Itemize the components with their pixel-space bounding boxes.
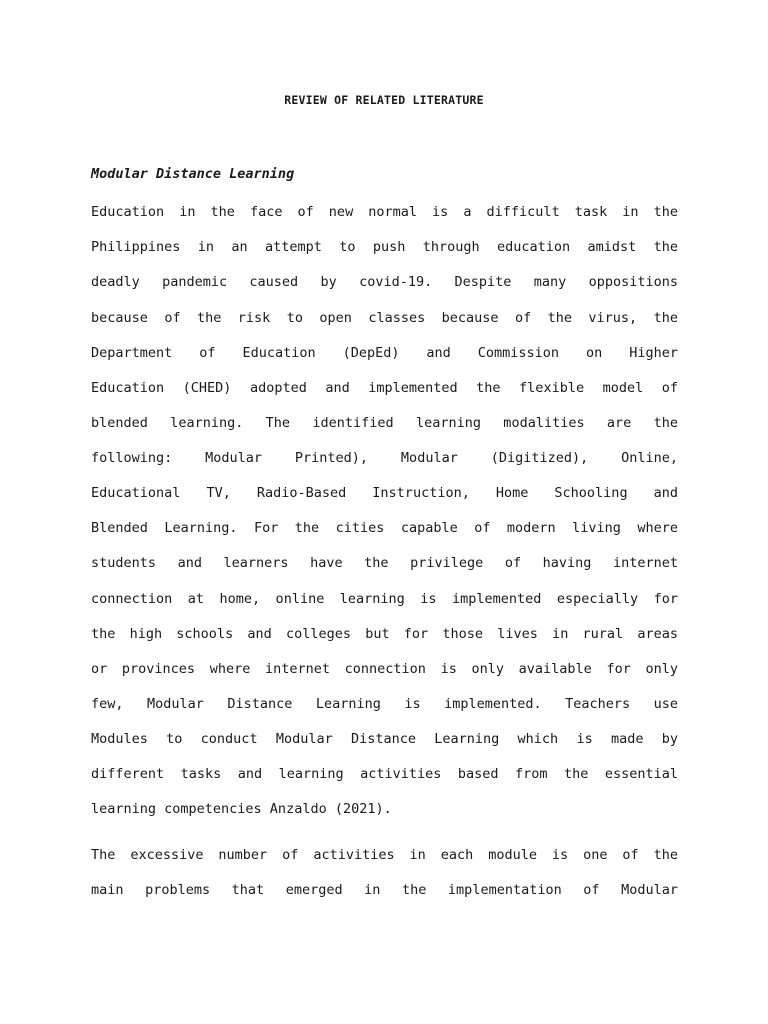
paragraph-line: blended learning. The identified learning modalities are the	[91, 415, 678, 431]
paragraph-line: learning competencies Anzaldo (2021).	[91, 801, 392, 817]
paragraph-line: or provinces where internet connection is only available for only	[91, 661, 678, 677]
paragraph-line: connection at home, online learning is implemented especially for	[91, 591, 678, 607]
paragraph-line: because of the risk to open classes because of the virus, the	[91, 310, 678, 326]
paragraph-line: Education in the face of new normal is a difficult task in the	[91, 204, 678, 220]
document-title: REVIEW OF RELATED LITERATURE	[284, 93, 484, 107]
paragraph-line: Modules to conduct Modular Distance Learning which is made by	[91, 731, 678, 747]
paragraph-line: Department of Education (DepEd) and Commission on Higher	[91, 345, 678, 361]
paragraph-line: The excessive number of activities in each module is one of the	[91, 847, 678, 863]
paragraph-line: students and learners have the privilege of having internet	[91, 555, 678, 571]
paragraph-line: deadly pandemic caused by covid-19. Despite many oppositions	[91, 274, 678, 290]
section-heading: Modular Distance Learning	[91, 166, 295, 182]
paragraph-line: main problems that emerged in the implementation of Modular	[91, 882, 678, 898]
paragraph-line: following: Modular Printed), Modular (Digitized), Online,	[91, 450, 678, 466]
paragraph-line: few, Modular Distance Learning is implemented. Teachers use	[91, 696, 678, 712]
paragraph-line: Philippines in an attempt to push through education amidst the	[91, 239, 678, 255]
paragraph-line: Blended Learning. For the cities capable of modern living where	[91, 520, 678, 536]
paragraph-line: Educational TV, Radio-Based Instruction, Home Schooling and	[91, 485, 678, 501]
paragraph-line: the high schools and colleges but for those lives in rural areas	[91, 626, 678, 642]
paragraph-line: different tasks and learning activities based from the essential	[91, 766, 678, 782]
paragraph-line: Education (CHED) adopted and implemented the flexible model of	[91, 380, 678, 396]
